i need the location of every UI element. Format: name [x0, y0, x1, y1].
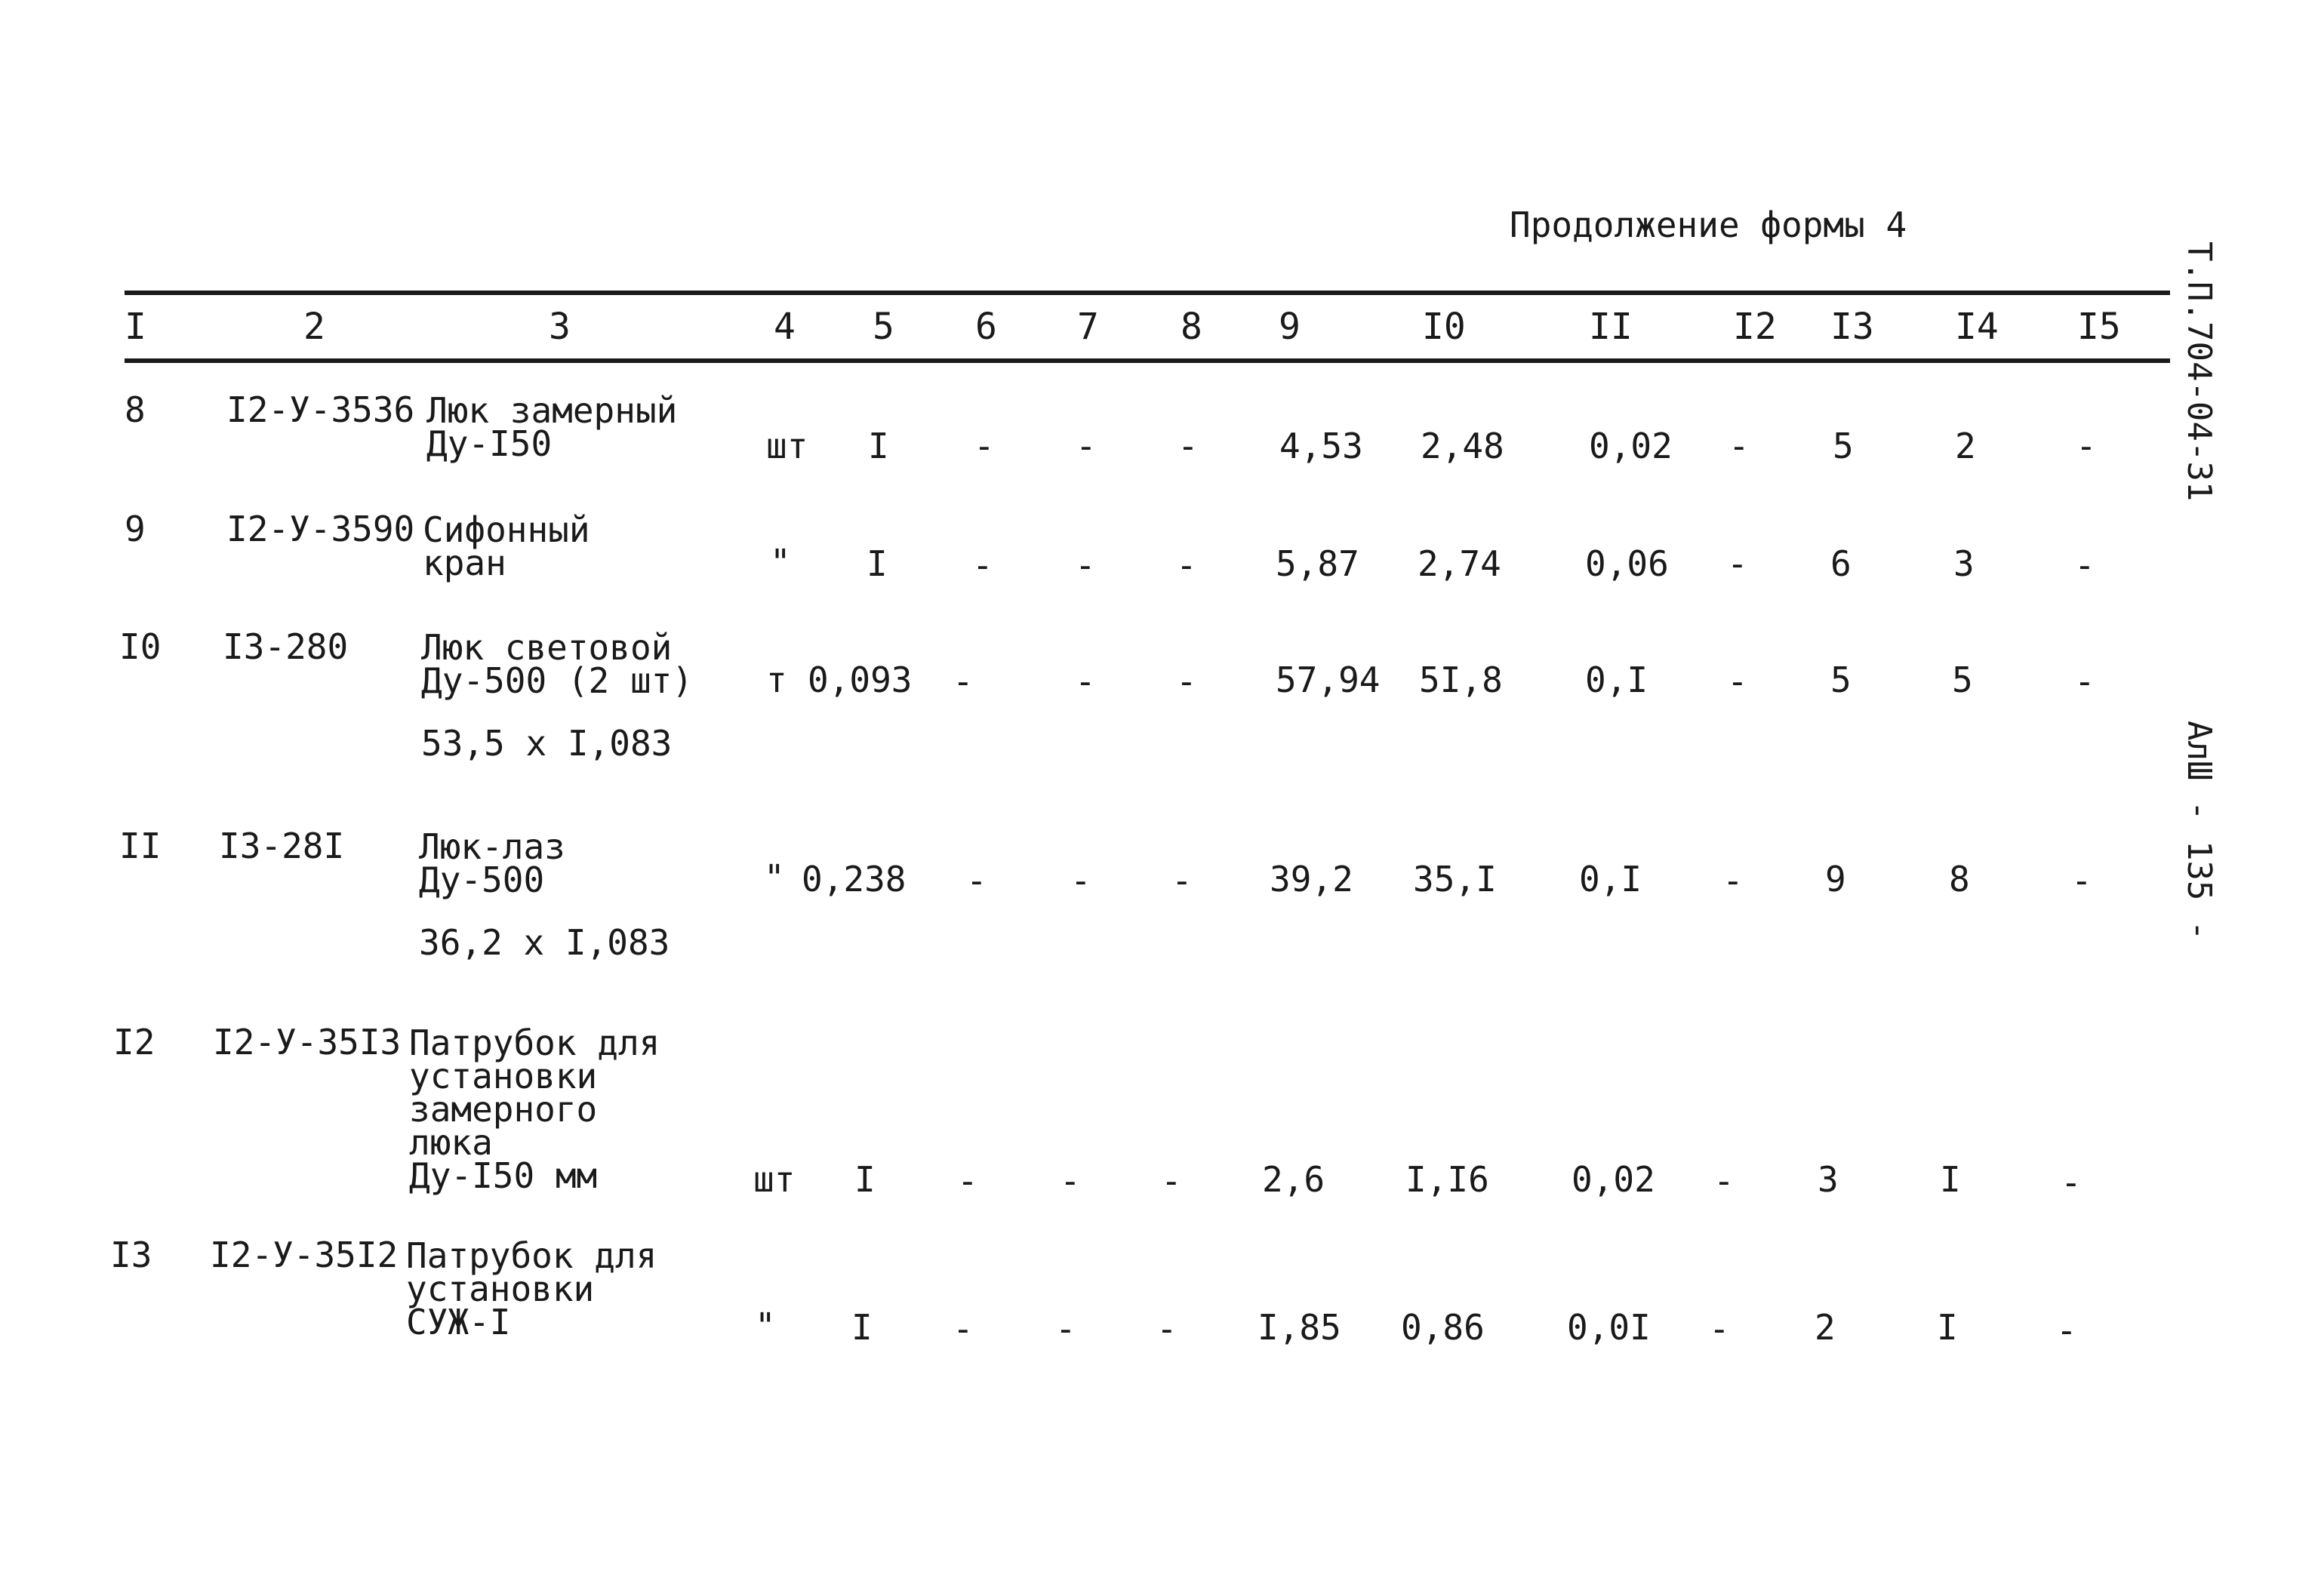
row-col8: -: [1176, 661, 1197, 702]
column-header: 7: [1077, 306, 1099, 348]
column-header: I2: [1733, 306, 1777, 348]
row-code: I2-У-35I3: [213, 1022, 402, 1062]
row-name: Люк световой Ду-500 (2 шт): [421, 627, 694, 701]
column-header: I5: [2077, 306, 2121, 348]
row-col12: -: [1727, 543, 1748, 584]
row-qty: I: [867, 543, 888, 584]
row-col15: -: [2071, 860, 2092, 901]
row-col7: -: [1055, 1308, 1076, 1349]
row-col11: 0,02: [1589, 426, 1673, 466]
row-col15: -: [2074, 661, 2095, 702]
row-col13: 5: [1830, 660, 1852, 700]
column-header: 5: [873, 306, 894, 348]
row-col13: 9: [1825, 859, 1846, 899]
row-col11: 0,I: [1579, 859, 1642, 899]
row-qty: I: [854, 1159, 876, 1200]
side-code-bottom: АлШ - 135 -: [2180, 721, 2218, 941]
row-col8: -: [1177, 426, 1199, 466]
row-col7: -: [1060, 1161, 1081, 1201]
row-col10: 35,I: [1413, 859, 1497, 899]
row-col9: 57,94: [1276, 660, 1381, 700]
row-col11: 0,0I: [1567, 1307, 1651, 1348]
column-header: I: [125, 306, 146, 348]
row-col9: 2,6: [1262, 1159, 1325, 1200]
row-unit: ": [764, 857, 785, 898]
row-col12: -: [1713, 1161, 1735, 1201]
row-col11: 0,02: [1571, 1159, 1655, 1200]
row-qty: 0,093: [808, 660, 913, 700]
row-col14: I: [1937, 1307, 1958, 1348]
row-col15: -: [2061, 1162, 2082, 1203]
row-unit: ": [770, 542, 791, 583]
row-name: Патрубок для установки замерного люка Ду-I50 мм: [409, 1022, 660, 1196]
column-header: 8: [1181, 306, 1202, 348]
row-qty: 0,238: [802, 859, 907, 899]
row-code: I2-У-3590: [226, 509, 415, 549]
row-col10: 2,48: [1421, 426, 1504, 466]
table-top-rule: [125, 291, 2170, 295]
row-col12: -: [1728, 426, 1750, 466]
row-qty: I: [868, 426, 889, 466]
row-col12: -: [1709, 1308, 1730, 1349]
row-col12: -: [1727, 661, 1748, 702]
column-header: 4: [774, 306, 796, 348]
row-unit: ": [755, 1305, 776, 1346]
row-number: I0: [119, 626, 162, 667]
column-header: 9: [1279, 306, 1301, 348]
row-col6: -: [966, 860, 987, 901]
row-col7: -: [1075, 545, 1096, 586]
row-col8: -: [1171, 860, 1193, 901]
row-col7: -: [1076, 426, 1097, 466]
column-header: II: [1589, 306, 1633, 348]
row-code: I2-У-35I2: [210, 1235, 399, 1275]
row-name: Патрубок для установки СУЖ-I: [406, 1235, 657, 1342]
column-header: I3: [1830, 306, 1874, 348]
row-col15: -: [2074, 545, 2095, 586]
column-header: 6: [975, 306, 997, 348]
row-unit: шт: [766, 426, 808, 466]
row-col14: I: [1940, 1159, 1961, 1200]
row-col14: 8: [1949, 859, 1970, 899]
row-col12: -: [1722, 860, 1744, 901]
row-unit: т: [766, 660, 787, 700]
row-col13: 6: [1830, 543, 1852, 584]
row-col6: -: [974, 426, 995, 466]
row-note: 53,5 x I,083: [421, 723, 673, 764]
column-header: I0: [1422, 306, 1466, 348]
row-note: 36,2 x I,083: [419, 922, 670, 963]
row-code: I2-У-3536: [226, 389, 415, 430]
row-col9: I,85: [1258, 1307, 1341, 1348]
header-bottom-rule: [125, 358, 2170, 363]
row-col15: -: [2076, 426, 2097, 466]
row-col10: 0,86: [1401, 1307, 1485, 1348]
continuation-title: Продолжение формы 4: [1510, 204, 1907, 245]
row-col14: 2: [1955, 426, 1976, 466]
row-code: I3-280: [223, 626, 349, 667]
row-col8: -: [1176, 545, 1197, 586]
row-col7: -: [1075, 661, 1096, 702]
row-col14: 5: [1952, 660, 1973, 700]
row-col13: 5: [1833, 426, 1854, 466]
row-col8: -: [1161, 1161, 1182, 1201]
row-col10: I,I6: [1405, 1159, 1489, 1200]
side-code-top: Т.П.704-04-31: [2180, 241, 2218, 502]
row-name: Люк-лаз Ду-500: [419, 826, 565, 900]
row-number: I3: [110, 1235, 152, 1275]
row-col13: 2: [1815, 1307, 1836, 1348]
row-col10: 2,74: [1418, 543, 1501, 584]
row-number: 8: [125, 389, 146, 430]
row-unit: шт: [753, 1159, 796, 1200]
row-col6: -: [957, 1161, 978, 1201]
column-header: I4: [1955, 306, 1999, 348]
row-col7: -: [1070, 860, 1091, 901]
row-col9: 5,87: [1276, 543, 1359, 584]
column-header: 2: [303, 306, 325, 348]
row-number: 9: [125, 509, 146, 549]
row-col13: 3: [1818, 1159, 1839, 1200]
row-col9: 4,53: [1279, 426, 1363, 466]
row-col9: 39,2: [1270, 859, 1353, 899]
row-qty: I: [851, 1307, 873, 1348]
row-col15: -: [2056, 1310, 2077, 1351]
row-col6: -: [953, 661, 974, 702]
column-header: 3: [549, 306, 571, 348]
row-number: II: [119, 826, 162, 866]
row-col11: 0,I: [1585, 660, 1648, 700]
row-name: Сифонный кран: [423, 509, 590, 583]
row-code: I3-28I: [219, 826, 345, 866]
row-col10: 5I,8: [1419, 660, 1503, 700]
row-col8: -: [1156, 1308, 1177, 1349]
row-col6: -: [972, 545, 993, 586]
row-col11: 0,06: [1585, 543, 1669, 584]
row-number: I2: [113, 1022, 155, 1062]
row-name: Люк замерный Ду-I50: [426, 390, 678, 464]
row-col6: -: [953, 1308, 974, 1349]
row-col14: 3: [1953, 543, 1975, 584]
